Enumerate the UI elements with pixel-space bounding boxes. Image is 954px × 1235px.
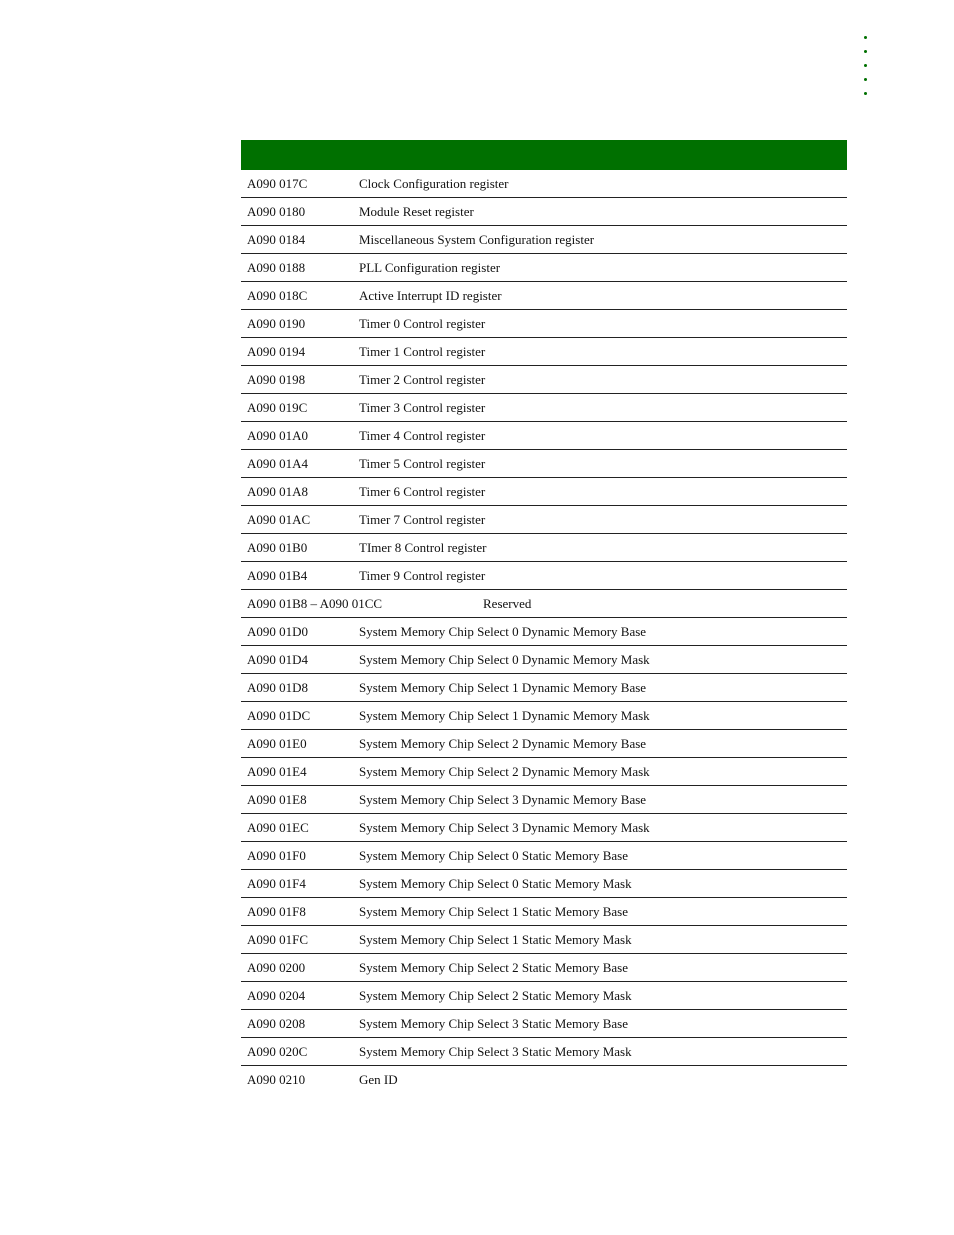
- table-row: [241, 506, 847, 534]
- table-row: [241, 1038, 847, 1066]
- table-row: [241, 730, 847, 758]
- register-address: A090 0204: [247, 988, 306, 1003]
- register-address: A090 01B4: [247, 568, 308, 583]
- register-description: Active Interrupt ID register: [359, 288, 502, 303]
- register-description: System Memory Chip Select 1 Dynamic Memory Base: [359, 680, 647, 695]
- table-row: [241, 338, 847, 366]
- register-address: A090 01EC: [247, 820, 309, 835]
- margin-dot: [864, 36, 867, 39]
- register-description: Timer 5 Control register: [359, 456, 486, 471]
- register-address: A090 01A0: [247, 428, 309, 443]
- register-address: A090 0190: [247, 316, 306, 331]
- register-address: A090 01A4: [247, 456, 309, 471]
- register-address: A090 0194: [247, 344, 306, 359]
- table-body: [241, 170, 847, 1093]
- table-row: [241, 898, 847, 926]
- table-row: [241, 982, 847, 1010]
- register-address: A090 019C: [247, 400, 308, 415]
- register-description: Timer 3 Control register: [359, 400, 486, 415]
- register-address: A090 01AC: [247, 512, 311, 527]
- register-address: A090 01F4: [247, 876, 306, 891]
- table-header-bar: [241, 140, 847, 170]
- register-address: A090 01FC: [247, 932, 309, 947]
- register-description: System Memory Chip Select 3 Dynamic Memory Base: [359, 792, 647, 807]
- table-row: [241, 954, 847, 982]
- table-row: [241, 450, 847, 478]
- margin-dot: [864, 92, 867, 95]
- register-address: A090 01E4: [247, 764, 307, 779]
- register-description: Timer 1 Control register: [359, 344, 486, 359]
- register-description: System Memory Chip Select 1 Dynamic Memory Mask: [359, 708, 650, 723]
- register-address: A090 017C: [247, 176, 308, 191]
- table-row: [241, 254, 847, 282]
- register-map-table: [241, 140, 847, 1093]
- register-address: A090 0208: [247, 1016, 306, 1031]
- table-row: [241, 1010, 847, 1038]
- register-description: Timer 0 Control register: [359, 316, 486, 331]
- register-address: A090 01E0: [247, 736, 307, 751]
- margin-dot: [864, 64, 867, 67]
- table-row: [241, 646, 847, 674]
- table-row: [241, 310, 847, 338]
- table-row: [241, 842, 847, 870]
- table-row: [241, 674, 847, 702]
- register-description: System Memory Chip Select 2 Static Memory Mask: [359, 988, 632, 1003]
- register-description: System Memory Chip Select 0 Dynamic Memory Mask: [359, 652, 650, 667]
- register-description: Module Reset register: [359, 204, 474, 219]
- table-row: [241, 870, 847, 898]
- register-address: A090 01F8: [247, 904, 306, 919]
- register-description: Timer 7 Control register: [359, 512, 486, 527]
- table-row: [241, 198, 847, 226]
- register-address: A090 01B0: [247, 540, 308, 555]
- register-description: System Memory Chip Select 3 Dynamic Memory Mask: [359, 820, 650, 835]
- register-address: A090 0188: [247, 260, 306, 275]
- register-address: A090 01DC: [247, 708, 311, 723]
- register-address: A090 020C: [247, 1044, 308, 1059]
- register-address: A090 018C: [247, 288, 308, 303]
- table-row: [241, 282, 847, 310]
- table-row: [241, 590, 847, 618]
- register-description: System Memory Chip Select 2 Static Memory Base: [359, 960, 628, 975]
- register-description: Timer 6 Control register: [359, 484, 486, 499]
- table-row: [241, 786, 847, 814]
- register-description: Timer 9 Control register: [359, 568, 486, 583]
- register-address: A090 01D0: [247, 624, 309, 639]
- register-address: A090 0200: [247, 960, 306, 975]
- table-row: [241, 226, 847, 254]
- table-row: [241, 618, 847, 646]
- register-description: Timer 4 Control register: [359, 428, 486, 443]
- register-description: Clock Configuration register: [359, 176, 509, 191]
- register-address: A090 0180: [247, 204, 306, 219]
- register-address: A090 01E8: [247, 792, 307, 807]
- register-address: A090 0198: [247, 372, 306, 387]
- margin-dot: [864, 50, 867, 53]
- register-description: PLL Configuration register: [359, 260, 501, 275]
- table-row: [241, 926, 847, 954]
- register-description: System Memory Chip Select 0 Static Memory Mask: [359, 876, 632, 891]
- register-address: A090 01A8: [247, 484, 309, 499]
- table-row: [241, 562, 847, 590]
- register-description: System Memory Chip Select 2 Dynamic Memory Mask: [359, 764, 650, 779]
- register-description: TImer 8 Control register: [359, 540, 487, 555]
- table-row: [241, 814, 847, 842]
- register-address: A090 01F0: [247, 848, 306, 863]
- register-description: System Memory Chip Select 3 Static Memory Mask: [359, 1044, 632, 1059]
- margin-dots: [864, 36, 870, 106]
- register-address: A090 0210: [247, 1072, 306, 1087]
- register-address: A090 01D8: [247, 680, 309, 695]
- register-address: A090 0184: [247, 232, 306, 247]
- register-description: System Memory Chip Select 1 Static Memory Mask: [359, 932, 632, 947]
- register-address: A090 01D4: [247, 652, 309, 667]
- register-description: Timer 2 Control register: [359, 372, 486, 387]
- table-row: [241, 366, 847, 394]
- register-description: Miscellaneous System Configuration register: [359, 232, 595, 247]
- table-row: [241, 758, 847, 786]
- register-description: Gen ID: [359, 1072, 398, 1087]
- table-row: [241, 534, 847, 562]
- register-description: System Memory Chip Select 3 Static Memory Base: [359, 1016, 628, 1031]
- register-description: System Memory Chip Select 1 Static Memory Base: [359, 904, 628, 919]
- table-row: [241, 394, 847, 422]
- register-address: A090 01B8 – A090 01CC: [247, 596, 383, 611]
- register-description: System Memory Chip Select 0 Dynamic Memory Base: [359, 624, 647, 639]
- register-description: System Memory Chip Select 2 Dynamic Memory Base: [359, 736, 647, 751]
- register-description: Reserved: [483, 596, 532, 611]
- table-row: [241, 478, 847, 506]
- table-row: [241, 1066, 847, 1093]
- margin-dot: [864, 78, 867, 81]
- table-row: [241, 702, 847, 730]
- table-row: [241, 170, 847, 198]
- table-row: [241, 422, 847, 450]
- register-description: System Memory Chip Select 0 Static Memory Base: [359, 848, 628, 863]
